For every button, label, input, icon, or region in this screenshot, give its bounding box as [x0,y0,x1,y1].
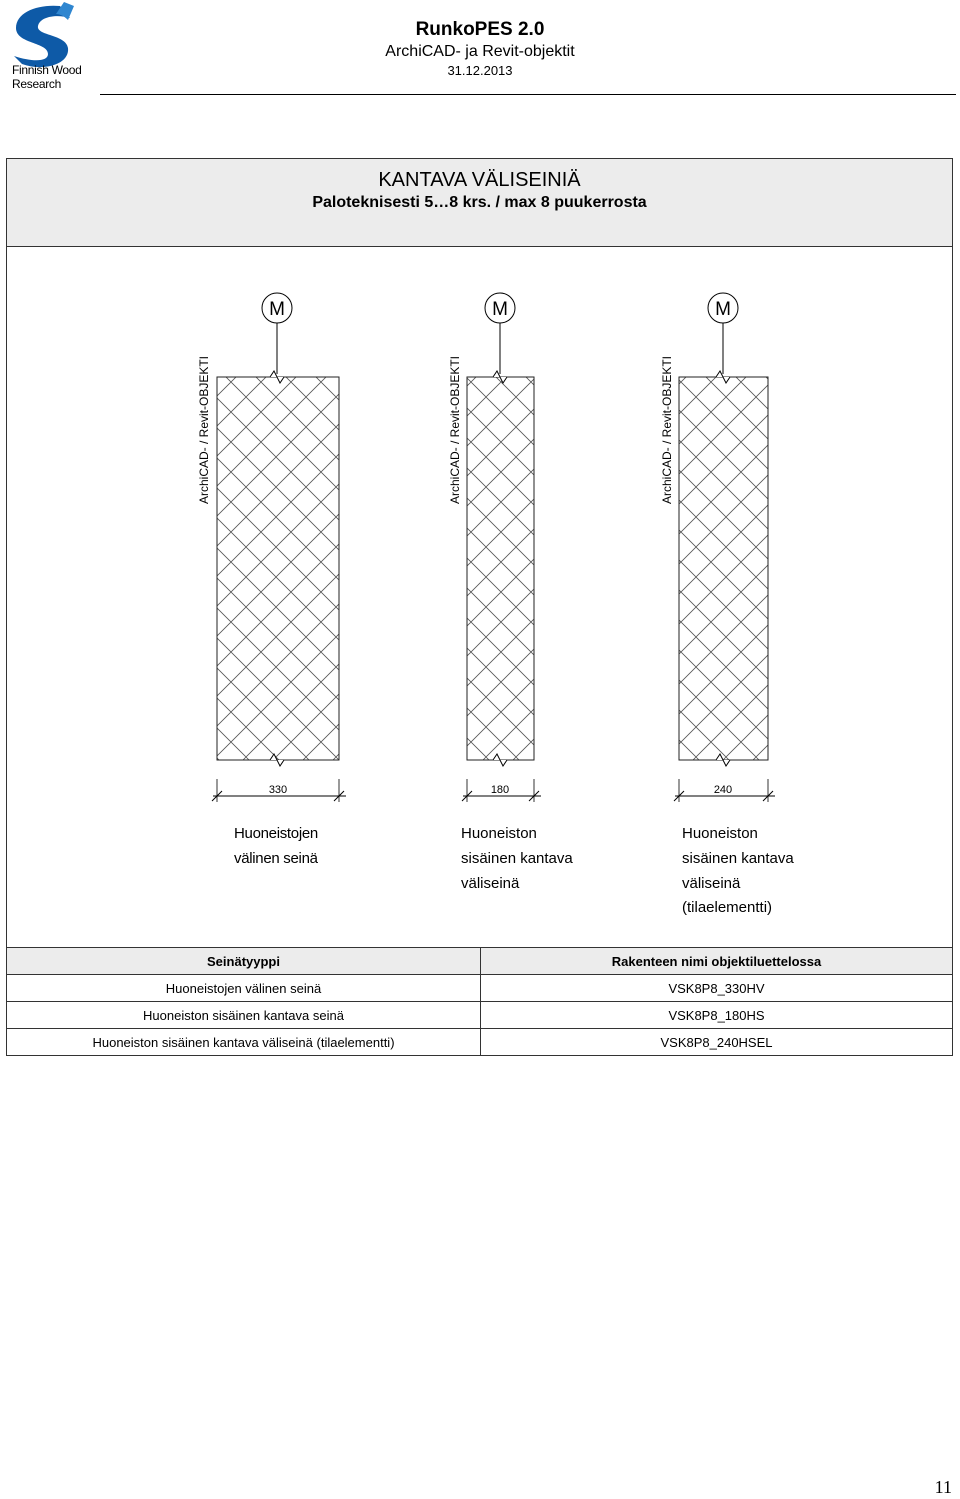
dimension-label: 330 [268,784,288,796]
section-subtitle: Paloteknisesti 5…8 krs. / max 8 puukerrosta [312,194,647,211]
table-cell: Huoneiston sisäinen kantava väliseinä (tilaelementti) [7,1029,481,1056]
table-row [7,1029,953,1056]
table-header-row [7,948,953,975]
page-number: 11 [934,1477,952,1497]
document-date: 31.12.2013 [447,63,513,78]
table-cell: Huoneistojen välinen seinä [7,975,481,1002]
table-row [7,1002,953,1029]
table-cell: Huoneiston sisäinen kantava seinä [7,1002,481,1029]
header-divider [100,94,956,95]
table-row [7,975,953,1002]
section-title-box [6,158,953,247]
table-header-wall-type: Seinätyyppi [7,948,481,975]
wall-label-line: sisäinen kantava [461,850,573,867]
wall-label-line: Huoneiston [682,825,758,842]
logo-line-1: Finnish Wood [12,63,82,77]
table-cell: VSK8P8_240HSEL [481,1029,953,1056]
dimension-label: 180 [490,784,510,796]
wall-label-line: Huoneiston [461,825,537,842]
object-label: ArchiCAD- / Revit-OBJEKTI [197,355,211,504]
logo-line-2: Research [12,77,61,91]
wall-label-line: välinen seinä [234,850,318,867]
dimension-label: 240 [713,784,733,796]
wall-type-table [6,947,953,1056]
marker-label: M [492,299,508,320]
document-title: RunkoPES 2.0 [415,19,545,40]
wall-label-line: väliseinä [682,875,741,892]
wall-label-line: Huoneistojen [234,825,318,842]
wall-label-line: (tilaelementti) [682,899,773,916]
table-header-object-name: Rakenteen nimi objektiluettelossa [481,948,953,975]
table-cell: VSK8P8_180HS [481,1002,953,1029]
section-title: KANTAVA VÄLISEINIÄ [378,169,581,191]
wall-section-330 [197,293,346,867]
wall-label-line: väliseinä [461,875,520,892]
object-label: ArchiCAD- / Revit-OBJEKTI [660,355,674,504]
object-label: ArchiCAD- / Revit-OBJEKTI [448,355,462,504]
wall-sections-drawing [6,247,953,947]
document-subtitle: ArchiCAD- ja Revit-objektit [385,43,575,60]
wall-section-180 [448,293,573,892]
marker-label: M [715,299,731,320]
document-header [0,18,960,80]
wall-label-line: sisäinen kantava [682,850,794,867]
table-cell: VSK8P8_330HV [481,975,953,1002]
marker-label: M [269,299,285,320]
wall-section-240 [660,293,794,916]
